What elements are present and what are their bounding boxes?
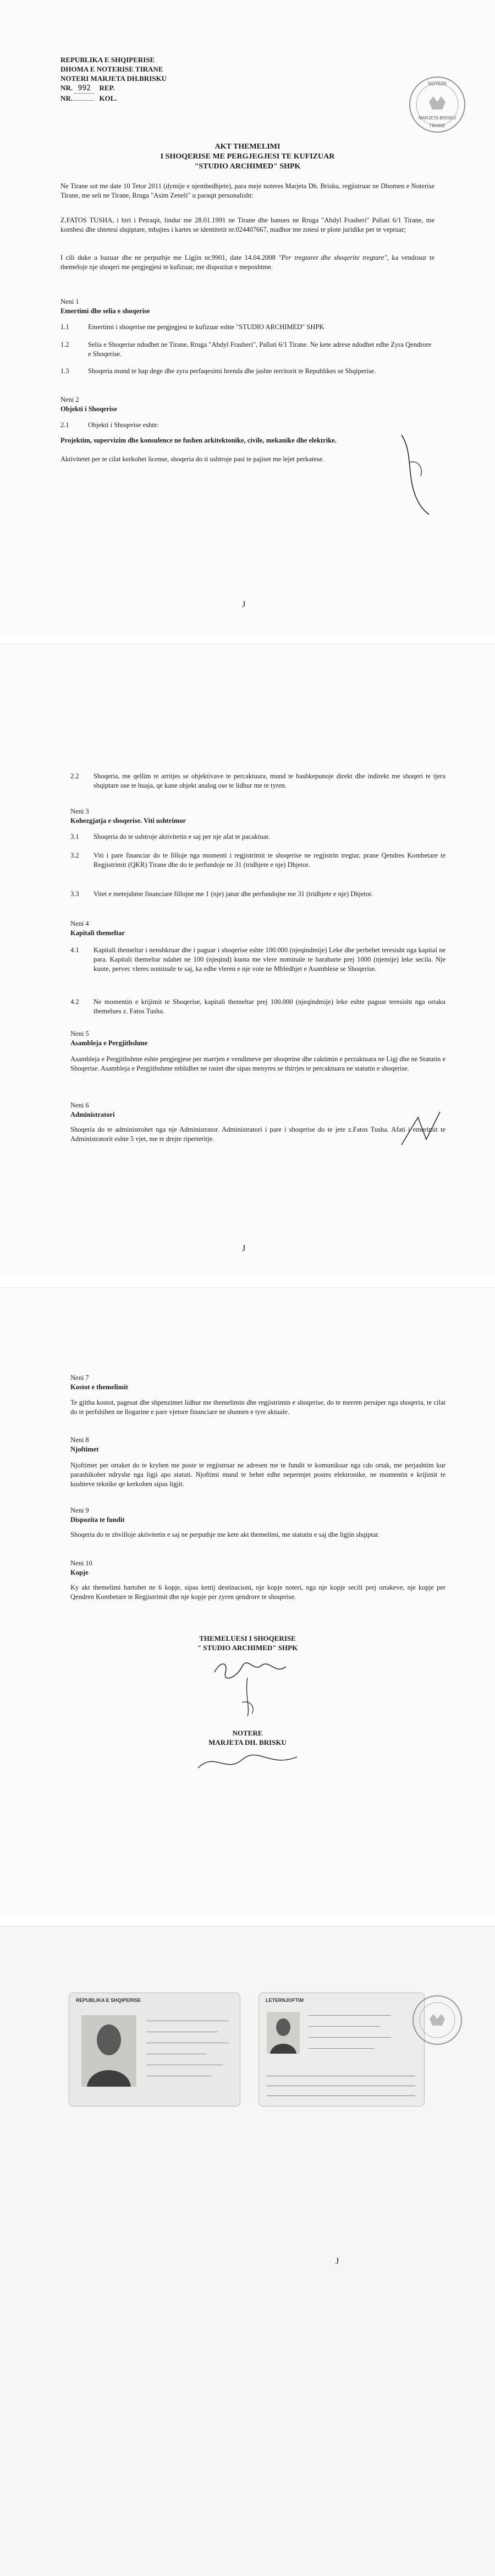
nr-kol-value [74,100,94,101]
neni-1-heading: Neni 1 Emertimi dhe selia e shoqerise [61,298,150,315]
neni-4-heading: Neni 4 Kapitali themeltar [70,920,125,937]
page-mark: J [242,1244,246,1253]
id-text-line [309,2048,375,2049]
clause-1-1: Emertimi i shoqerise me pergjegjesi te kufizuar eshte "STUDIO ARCHIMED" SHPK [88,323,324,331]
clause-number: 4.1 [70,946,79,954]
founder-title: THEMELUESI I SHOQERISE [199,1634,296,1642]
neni-2-heading: Neni 2 Objekti i Shoqerise [61,396,117,413]
header-notary: NOTERI MARJETA DH.BRISKU [61,74,167,83]
clause-6: Shoqeria do te administrohet nga nje Administrator. Administratori i pare i shoqerise do te jete z.Fatos Tusha. Afati i emerimit te Administratorit eshte 5 vjet, me te drejte riperteritje. [70,1126,446,1143]
notary-block [165,1728,330,1747]
header-block [61,55,242,103]
header-nr-kol: NR. KOL. [61,94,117,102]
clause-number: 1.2 [61,341,69,348]
clause-number: 1.3 [61,367,69,375]
document-page-3 [0,1288,495,1915]
notary-title: NOTERE [232,1729,263,1737]
page-gap [0,1915,495,1926]
clause-5: Asambleja e Pergjithshme eshte pergjegjese per marrjen e vendimeve per shoqerine dhe caktimin e perzaktuara ne Ligj dhe ne Statutin e Shoqerise. Asambleja e Pergjithshme mblidhet ne rastet dhe sipas menyres se thirrjes te percaktuara ne statutin e shoqerise. [70,1055,446,1072]
clause-1-3: Shoqeria mund te hap dege dhe zyra perfaqesimi brenda dhe jashte territorit te Republikes se Shqiperise. [88,367,376,375]
founder-company: " STUDIO ARCHIMED" SHPK [197,1644,298,1652]
clause-number: 2.1 [61,421,69,429]
page-gap [0,1277,495,1288]
notary-signature-icon [193,1746,302,1779]
law-title: "Per tregtaret dhe shoqerite tregtare" [278,254,387,261]
neni-10-heading: Neni 10 Kopje [70,1559,92,1576]
clause-number: 1.1 [61,323,69,331]
founder-signature-icon [209,1656,292,1722]
clause-3-2: Viti i pare financiar do te filloje nga momenti i regjistrimit te shoqerise ne regjistrin tregtar, prane Qendres Kombetare te Regjistrimit (QKR) Tirane dhe do te perfundoje ne 31 (tridhjete e nje) Dhjetor. [94,852,446,869]
neni-3-heading: Neni 3 Kohezgjatja e shoqerise. Viti ushtrimor [70,807,186,825]
clause-number: 3.1 [70,833,79,841]
id-photo-icon [81,2015,136,2087]
person-paragraph: Z.FATOS TUSHA, i biri i Petraqit, lindur me 28.01.1991 ne Tirane dhe banues ne Rruga "Abdyl Frasheri" Pallati 6/1 Tirane, me kombesi dhe shtetesi shqiptare, mbajtes i kartes se identitetit nr.024407667, madhor me zotesi te plote juridike per te vepruar; [61,216,435,233]
clause-2-2: Shoqeria, me qellim te arritjes se objektivave te percaktuara, mund te bashkepunoje direkt dhe indirekt me shoqeri te tjera shqiptare ose te huaja, qe kane objekt analog ose te lidhur me te tyren. [94,772,446,789]
id-card-back [258,1993,425,2106]
clause-2-1: Objekti i Shoqerise eshte: [88,421,159,429]
clause-number: 3.2 [70,852,79,859]
id-country-front: REPUBLIKA E SHQIPERISE [76,1998,141,2003]
clause-3-1: Shoqeria do te ushtroje aktivitetin e saj per nje afat te pacaktuar. [94,833,270,841]
clause-4-1: Kapitali themeltar i nenshkruar dhe i paguar i shoqerise eshte 100.000 (njeqindmije) Leke dhe perbehet teresisht nga kapital ne para. Kapitali themeltar ndahet ne 100 (njeqind) kuota me vlere nominale te barabarte prej 1000 (njemije) leke secila. Nje kuote, pervec vleres nominale te saj, ka edhe vleren e nje vote ne Mbledhjet e Asamblese se Shoqerise. [94,946,446,973]
nr-rep-value: 992 [74,84,94,94]
id-photo-small-icon [267,2012,300,2054]
id-text-line [309,2015,391,2016]
document-page-2 [0,644,495,1277]
neni-5-heading: Neni 5 Asambleja e Pergjithshme [70,1030,148,1047]
neni-9-heading: Neni 9 Dispozita te fundit [70,1507,125,1524]
clause-number: 2.2 [70,772,79,780]
id-text-line [309,2037,391,2038]
law-paragraph: I cili duke u bazuar dhe ne perputhje me Ligjin nr.9901, date 14.04.2008 "Per tregtaret dhe shoqerite tregtare", ka vendosur te themeloje nje shoqeri me pergjegjesi te kufizuar, me dispozitat e meposhtme. [61,254,435,271]
notary-stamp-icon [407,74,468,135]
document-page-4 [0,1926,495,2576]
clause-9: Shoqeria do te zhvilloje aktivitetin e saj ne perputhje me kete akt themelimi, me statutin e saj dhe ligjin shqiptar. [70,1531,380,1538]
founder-block [148,1634,346,1652]
clause-number: 4.2 [70,998,79,1006]
stamp-top-text: NOTERI [427,81,447,86]
clause-10: Ky akt themelimi hartohet ne 6 kopje, sipas kettij destinacioni, nje kopje noteri, nga nje kopje secili prej ortakeve, nje kopje per Qendren Kombetare te Regjistrimit dhe nje kopje per zyren qendrore te shoqerise. [70,1584,446,1601]
clause-7: Te gjitha kostot, pagesat dhe shpenzimet lidhur me themelimin dhe regjistrimin e shoqerise, do te merren persiper nga shoqeria, te cilat do te perfshihen ne llogarine e pare vjetore financiare ne shumen e tyre aktuale. [70,1399,446,1416]
header-nr-rep: NR. 992 REP. [61,84,115,92]
clause-4-2: Ne momentin e krijimit te Shoqerise, kapitali themeltar prej 100.000 (njeqindmije) leke eshte paguar teresisht nga ortaku themelues z. Fatos Tusha. [94,998,446,1015]
intro-paragraph: Ne Tirane sot me date 10 Tetor 2011 (dymije e njembedhjete), para meje noteres Marjeta Dh. Brisku, regjistruar ne Dhomen e Noterise Tirane, me seli ne Tirane, Rruga "Asim Zeneli" u paraqit personalisht: [61,182,435,199]
header-republic: REPUBLIKA E SHQIPERISE [61,56,155,64]
notary-name: MARJETA DH. BRISKU [208,1738,287,1747]
document-page-1 [0,0,495,633]
page-mark: J [336,2257,339,2266]
neni-6-heading: Neni 6 Administratori [70,1101,115,1118]
title-line-2: I SHOQERISE ME PERGJEGJESI TE KUFIZUAR [160,152,335,161]
neni-7-heading: Neni 7 Kostot e themelimit [70,1374,128,1391]
id-text-line [309,2026,380,2027]
clause-number: 3.3 [70,890,79,898]
document-title [82,142,413,172]
title-line-1: AKT THEMELIMI [215,143,280,151]
object-bold: Projektim, supervizim dhe konsulence ne fushen arkitektonike, civile, mekanike dhe elektrike. [61,436,337,444]
id-card-label: LETERNJOFTIM [266,1998,304,2003]
clause-1-2: Selia e Shoqerise ndodhet ne Tirane, Rruga "Abdyl Frasheri", Pallati 6/1 Tirane. Ne kete adrese ndodhet edhe Zyra Qendrore e Shoqerise. [88,341,432,358]
handwritten-signature-icon [396,429,435,517]
handwritten-mark-icon [396,1106,446,1150]
page-mark: J [242,600,246,609]
header-chamber: DHOMA E NOTERISE TIRANE [61,65,163,73]
stamp-middle-text: MARJETA BRISKU [418,116,457,121]
stamp-bottom-text: TIRANE [429,123,446,128]
title-line-3: "STUDIO ARCHIMED" SHPK [194,162,301,171]
id-mrz-line [267,2095,415,2096]
notary-stamp-icon [410,1993,465,2048]
id-card-front [69,1993,240,2106]
clause-3-3: Vitet e metejshme financiare fillojne me 1 (nje) janar dhe perfundojne me 31 (tridhjete e nje) Dhjetor. [94,890,373,898]
clause-8: Njoftimet per ortaket do te kryhen me poste te regjistruar ne adresen me te fundit te komunikuar nga cdo ortak, me perjashtim kur parashikohet ndryshe nga ligji apo statuti. Njoftimi mund te behet edhe nepermjet postes elektronike, ne momentin e krijimit te kushteve teknike qe kerkohen sipas ligjit. [70,1461,446,1488]
object-rest: Aktivitetet per te cilat kerkohet license, shoqeria do ti ushtroje pasi te pajiset me lejet perkatese. [61,455,324,463]
neni-8-heading: Neni 8 Njoftimet [70,1436,99,1453]
page-gap [0,633,495,644]
